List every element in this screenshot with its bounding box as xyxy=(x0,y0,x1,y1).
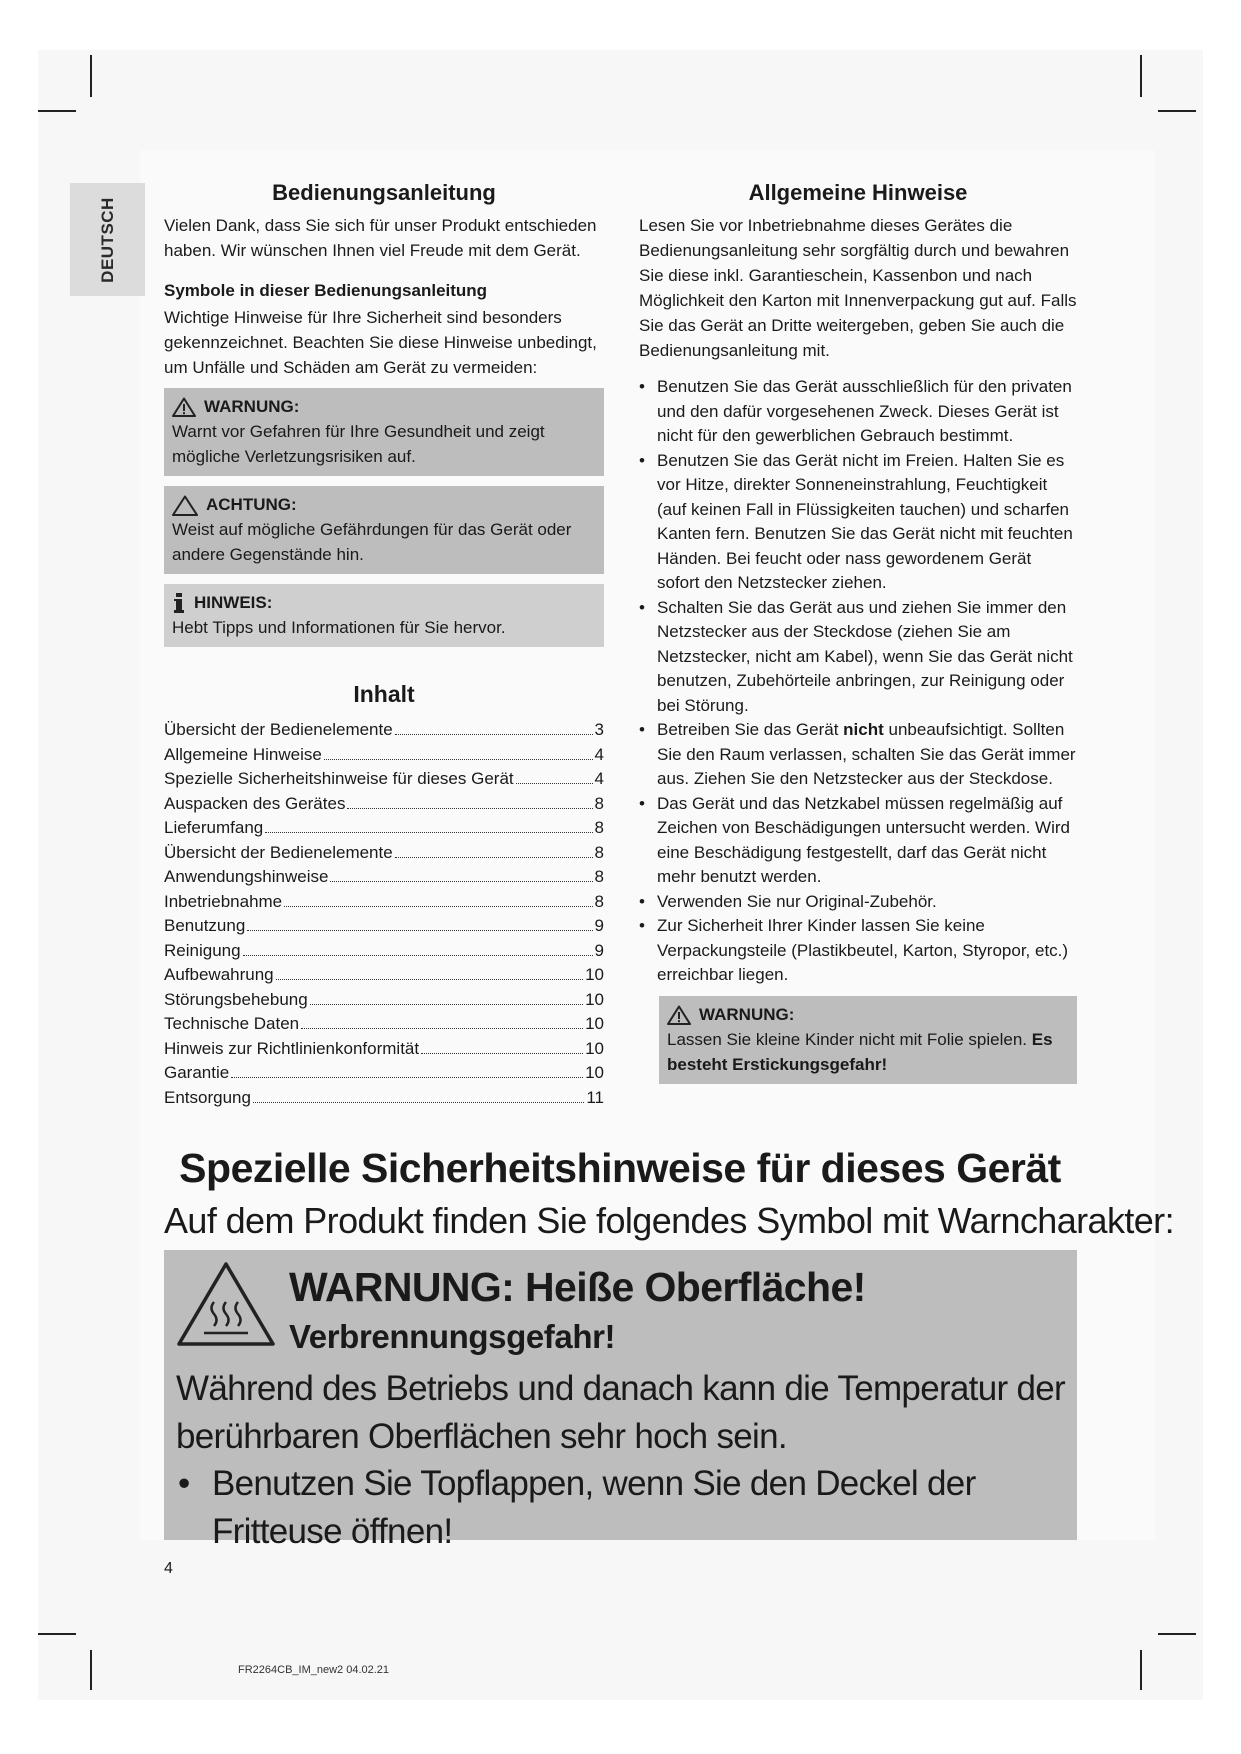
toc-row xyxy=(164,1037,604,1062)
toc-row xyxy=(164,939,604,964)
toc-row xyxy=(164,841,604,866)
toc-entry-page: 10 xyxy=(585,1038,604,1058)
language-tab xyxy=(70,183,145,296)
toc-entry-title: Übersicht der Bedienelemente xyxy=(164,720,393,739)
toc-dot-leader xyxy=(324,759,593,760)
toc-entry-page: 8 xyxy=(594,818,604,837)
toc-dot-leader xyxy=(395,857,593,858)
toc-row xyxy=(164,767,604,792)
toc-row xyxy=(164,718,604,743)
toc-dot-leader xyxy=(516,783,593,784)
safety-title: Spezielle Sicherheitshinweise für dieses Gerät xyxy=(179,1145,1061,1191)
toc-entry-title: Benutzung xyxy=(164,916,246,935)
toc-entry-page: 11 xyxy=(586,1087,604,1107)
toc-entry-page: 3 xyxy=(594,720,604,739)
toc-row xyxy=(164,1061,604,1086)
burn-hazard-heading: Verbrennungsgefahr! xyxy=(289,1318,616,1355)
hot-surface-warning-box xyxy=(164,1250,1077,1551)
notice-info xyxy=(164,584,604,647)
toc-dot-leader xyxy=(347,808,592,809)
toc-row xyxy=(164,963,604,988)
toc-title: Inhalt xyxy=(353,681,415,707)
toc-entry-title: Garantie xyxy=(164,1063,230,1082)
toc-entry-title: Störungsbehebung xyxy=(164,989,308,1009)
toc-dot-leader xyxy=(284,906,592,907)
table-of-contents xyxy=(164,718,604,1110)
notice-warning-label: WARNUNG: xyxy=(204,397,300,416)
toc-entry-title: Entsorgung xyxy=(164,1087,251,1107)
print-footer: FR2264CB_IM_new2 04.02.21 xyxy=(238,1664,390,1676)
toc-entry-page: 9 xyxy=(594,940,604,960)
crop-mark xyxy=(1140,1650,1142,1690)
toc-entry-title: Reinigung xyxy=(164,940,241,960)
toc-entry-page: 8 xyxy=(594,867,604,886)
toc-entry-title: Inbetriebnahme xyxy=(164,891,283,911)
intro-text: Vielen Dank, dass Sie sich für unser Produkt entschieden haben. Wir wünschen Ihnen viel Freude mit dem Gerät. xyxy=(164,216,597,260)
crop-mark xyxy=(38,110,76,112)
toc-entry-title: Spezielle Sicherheitshinweise für dieses Gerät xyxy=(164,769,514,788)
toc-entry-title: Aufbewahrung xyxy=(164,965,274,984)
caution-triangle-icon xyxy=(172,495,198,516)
right-column xyxy=(639,180,1077,1084)
toc-dot-leader xyxy=(395,734,593,735)
toc-row xyxy=(164,816,604,841)
toc-entry-title: Allgemeine Hinweise xyxy=(164,744,322,764)
toc-entry-title: Auspacken des Gerätes xyxy=(164,793,346,813)
toc-entry-page: 8 xyxy=(594,891,604,911)
toc-dot-leader xyxy=(253,1102,584,1103)
list-item: • Zur Sicherheit Ihrer Kinder lassen Sie keine Verpackungsteile (Plastikbeutel, Karton, Styropor, etc.) erreichbar liegen. xyxy=(639,916,1069,984)
symbols-text: Wichtige Hinweise für Ihre Sicherheit sind besonders gekennzeichnet. Beachten Sie diese Hinweise unbedingt, um Unfälle und Schäden am Gerät zu vermeiden: xyxy=(164,308,597,377)
crop-mark xyxy=(1158,1633,1196,1635)
notice-caution-label: ACHTUNG: xyxy=(206,495,297,514)
toc-entry-page: 8 xyxy=(594,842,604,862)
hot-surface-heading: WARNUNG: Heiße Oberfläche! xyxy=(289,1264,866,1310)
general-intro-text: Lesen Sie vor Inbetriebnahme dieses Gerätes die Bedienungsanleitung sehr sorgfältig durch und bewahren Sie diese inkl. Garantieschein, Kassenbon und nach Möglichkeit den Karton mit Innenverpackung gut auf. Falls Sie das Gerät an Dritte weitergeben, geben Sie auch die Bedienungsanleitung mit. xyxy=(639,216,1077,360)
toc-entry-page: 4 xyxy=(594,744,604,764)
toc-row xyxy=(164,1086,604,1111)
toc-row xyxy=(164,1012,604,1037)
toc-dot-leader xyxy=(421,1053,583,1054)
language-tab-label: DEUTSCH xyxy=(97,196,117,283)
toc-entry-title: Technische Daten xyxy=(164,1014,300,1033)
toc-entry-title: Lieferumfang xyxy=(164,818,264,837)
section-title-manual: Bedienungsanleitung xyxy=(272,180,496,205)
safety-intro: Auf dem Produkt finden Sie folgendes Symbol mit Warncharakter: xyxy=(164,1200,1174,1241)
hot-surface-icon xyxy=(176,1260,276,1348)
crop-mark xyxy=(38,1633,76,1635)
toc-dot-leader xyxy=(330,881,592,882)
toc-row xyxy=(164,792,604,817)
section-title-general: Allgemeine Hinweise xyxy=(748,180,968,205)
list-item: • Benutzen Sie das Gerät ausschließlich für den privaten und den dafür vorgesehenen Zweck. Dieses Gerät ist nicht für den gewerblichen Gebrauch bestimmt. xyxy=(639,377,1072,445)
notice-info-text: Hebt Tipps und Informationen für Sie hervor. xyxy=(172,618,506,637)
crop-mark xyxy=(1140,55,1142,97)
hot-surface-bullet: • Benutzen Sie Topflappen, wenn Sie den Deckel der Fritteuse öffnen! xyxy=(178,1464,976,1551)
notice-warning xyxy=(164,388,604,476)
page-number: 4 xyxy=(164,1560,173,1577)
notice-warning-text: Warnt vor Gefahren für Ihre Gesundheit und zeigt mögliche Verletzungsrisiken auf. xyxy=(172,422,545,466)
list-item: • Verwenden Sie nur Original-Zubehör. xyxy=(639,891,937,911)
toc-row xyxy=(164,890,604,915)
toc-dot-leader xyxy=(310,1004,583,1005)
list-item: • Schalten Sie das Gerät aus und ziehen Sie immer den Netzstecker aus der Steckdose (ziehen Sie am Netzstecker, nicht am Kabel), wenn Sie das Gerät nicht benutzen, Zubehörteile anbringen, zur Reinigung oder bei Störung. xyxy=(639,597,1073,715)
toc-row xyxy=(164,865,604,890)
notice-child-warning xyxy=(659,996,1077,1084)
crop-mark xyxy=(90,55,92,97)
toc-dot-leader xyxy=(265,832,592,833)
child-warning-label: WARNUNG: xyxy=(699,1004,795,1024)
toc-entry-page: 10 xyxy=(585,965,604,984)
symbols-heading: Symbole in dieser Bedienungsanleitung xyxy=(164,281,488,300)
crop-mark xyxy=(1158,110,1196,112)
toc-entry-page: 10 xyxy=(585,989,604,1009)
warning-triangle-icon xyxy=(172,397,196,417)
toc-entry-title: Übersicht der Bedienelemente xyxy=(164,842,393,862)
toc-row xyxy=(164,743,604,768)
left-column xyxy=(164,180,604,1110)
list-item: • Das Gerät und das Netzkabel müssen regelmäßig auf Zeichen von Beschädigungen untersucht werden. Wird eine Beschädigung festgestellt, darf das Gerät nicht mehr benutzt werden. xyxy=(639,793,1070,886)
hot-surface-text: Während des Betriebs und danach kann die Temperatur der berührbaren Oberflächen sehr hoch sein. xyxy=(176,1369,1065,1456)
toc-entry-page: 9 xyxy=(594,916,604,935)
toc-entry-title: Hinweis zur Richtlinienkonformität xyxy=(164,1038,420,1058)
list-item: • Benutzen Sie das Gerät nicht im Freien. Halten Sie es vor Hitze, direkter Sonneneinstrahlung, Feuchtigkeit (auf keinen Fall in Flüssigkeiten tauchen) und scharfen Kanten fern. Benutzen Sie das Gerät nicht mit feuchten Händen. Bei feucht oder nass gewordenem Gerät sofort den Netzstecker ziehen. xyxy=(639,450,1073,592)
toc-entry-page: 8 xyxy=(594,793,604,813)
list-item: • Betreiben Sie das Gerät nicht unbeaufsichtigt. Sollten Sie den Raum verlassen, schalten Sie das Gerät immer aus. Ziehen Sie den Netzstecker aus der Steckdose. xyxy=(639,720,1076,788)
warning-triangle-icon xyxy=(667,1005,691,1025)
toc-dot-leader xyxy=(231,1077,583,1078)
toc-row xyxy=(164,988,604,1013)
toc-entry-page: 10 xyxy=(585,1014,604,1033)
child-warning-text: Lassen Sie kleine Kinder nicht mit Folie spielen. Es besteht Erstickungsgefahr! xyxy=(667,1029,1053,1074)
toc-dot-leader xyxy=(276,979,583,980)
toc-entry-page: 4 xyxy=(594,769,604,788)
crop-mark xyxy=(90,1650,92,1690)
toc-dot-leader xyxy=(243,955,593,956)
notice-info-label: HINWEIS: xyxy=(194,593,273,612)
toc-entry-title: Anwendungshinweise xyxy=(164,867,329,886)
toc-row xyxy=(164,914,604,939)
notice-caution xyxy=(164,486,604,574)
toc-entry-page: 10 xyxy=(585,1063,604,1082)
notice-caution-text: Weist auf mögliche Gefährdungen für das Gerät oder andere Gegenstände hin. xyxy=(172,520,572,564)
toc-dot-leader xyxy=(301,1028,583,1029)
general-bullet-list xyxy=(639,375,1077,988)
toc-dot-leader xyxy=(247,930,592,931)
info-icon xyxy=(172,593,186,613)
